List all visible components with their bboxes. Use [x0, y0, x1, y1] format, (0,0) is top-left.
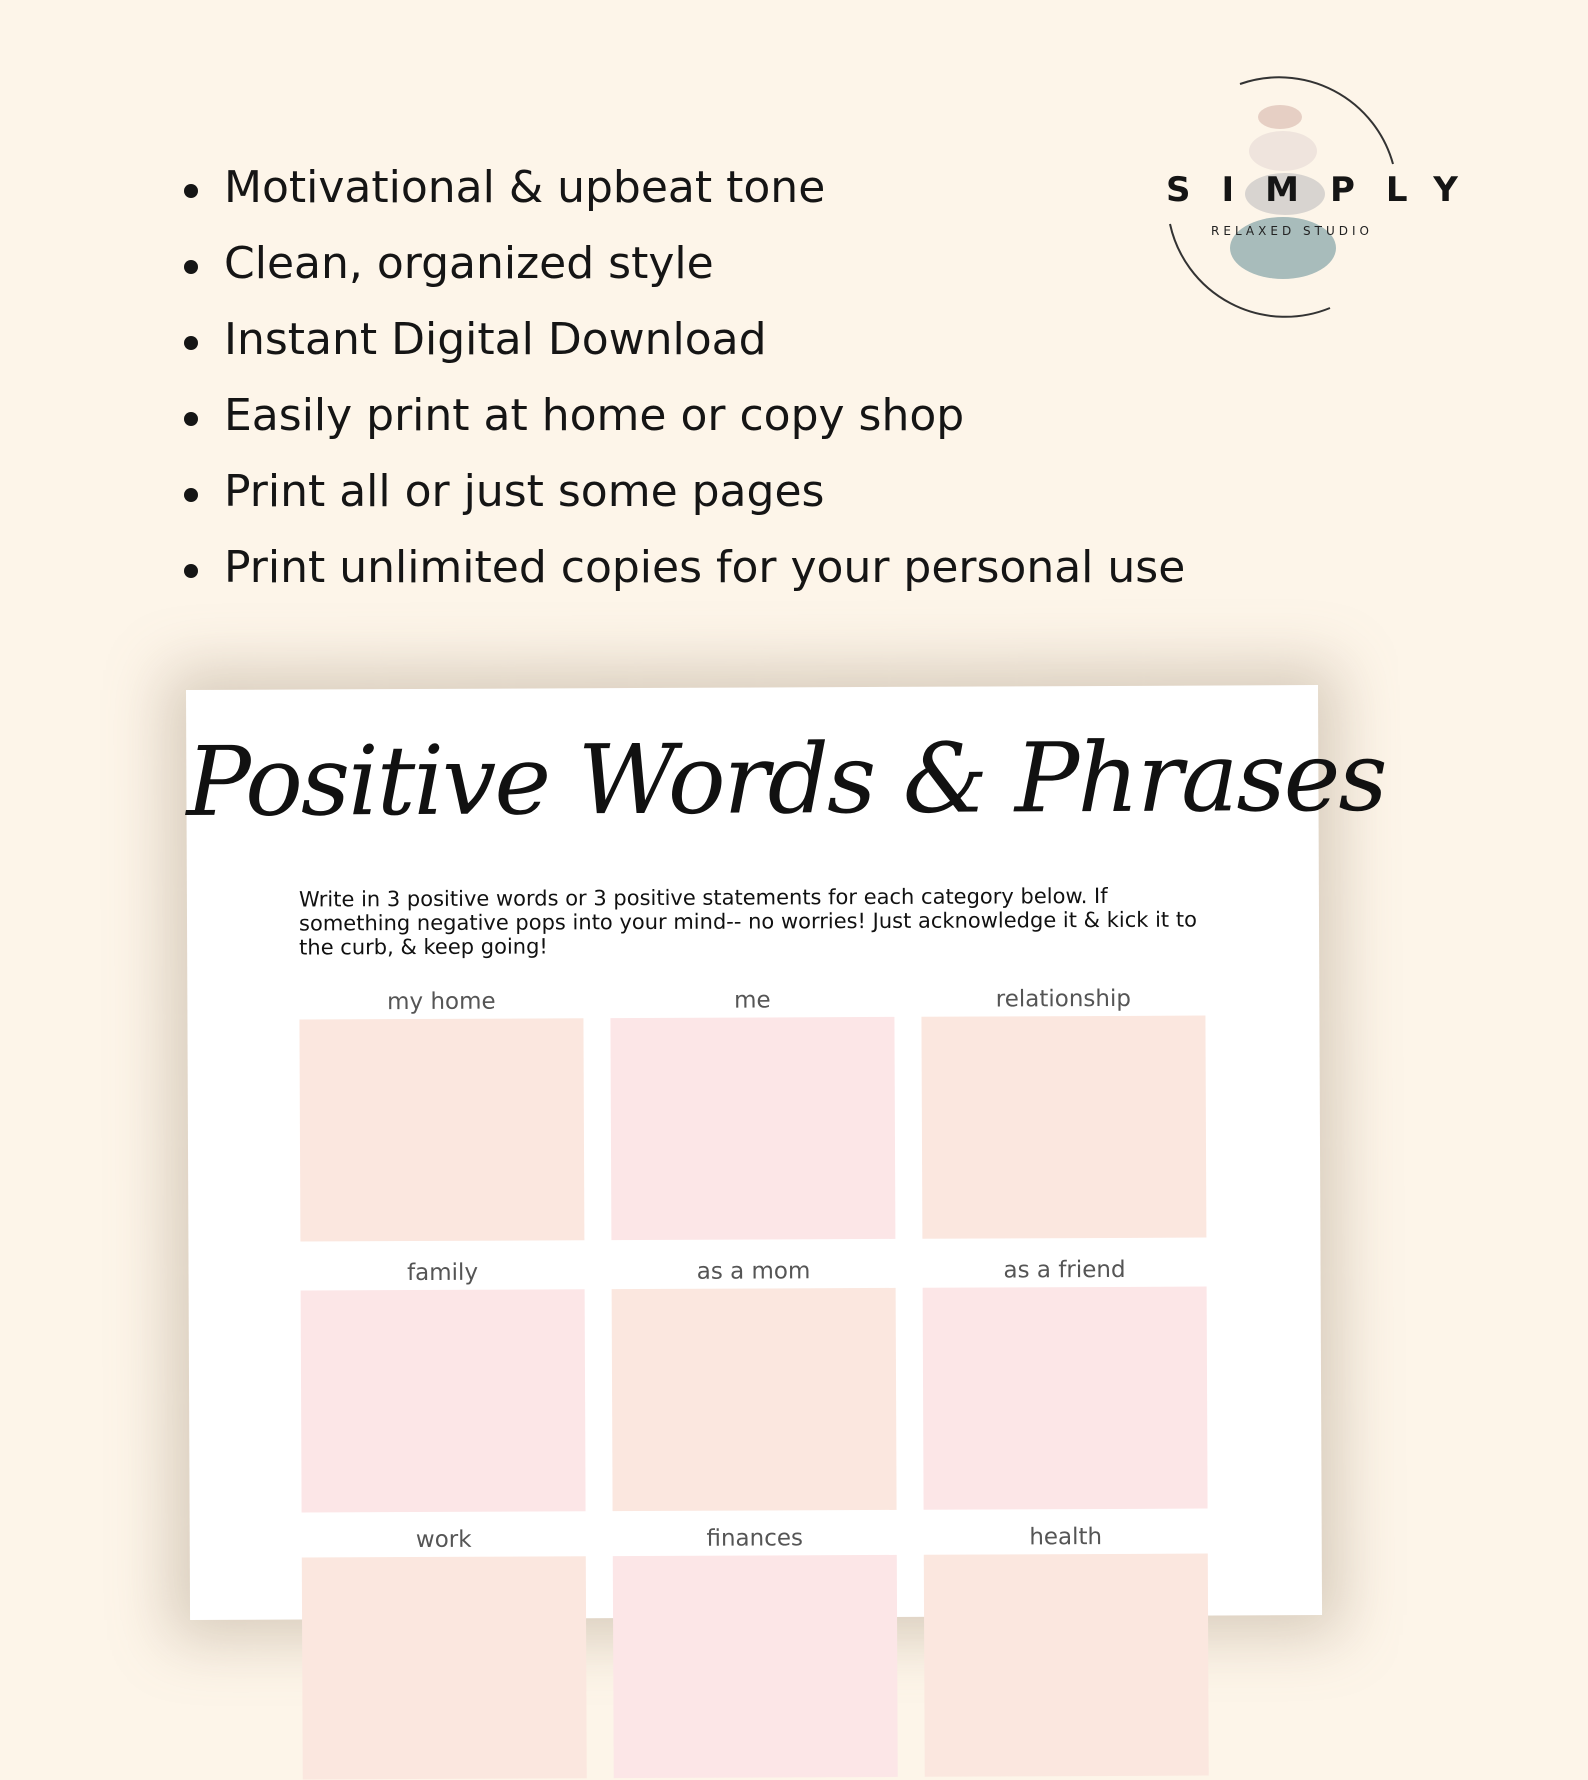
category-box — [610, 1017, 895, 1240]
category-label: relationship — [995, 985, 1132, 1013]
feature-item: Instant Digital Download — [180, 307, 1185, 383]
category-label: as a friend — [1003, 1256, 1126, 1284]
stone-1 — [1258, 105, 1302, 129]
category-box — [921, 1016, 1206, 1239]
category-label: health — [1029, 1524, 1103, 1551]
category-cell — [611, 1254, 896, 1511]
worksheet-instructions: Write in 3 positive words or 3 positive statements for each category below. If something negative pops into your mind-- no worries! Just acknowledge it & kick it to the curb, & keep going! — [298, 883, 1197, 960]
category-box — [612, 1288, 897, 1511]
worksheet-title: Positive Words & Phrases — [186, 720, 1386, 838]
category-cell — [924, 1520, 1209, 1777]
category-box — [924, 1554, 1209, 1777]
category-label: finances — [706, 1525, 804, 1552]
stone-2 — [1249, 131, 1317, 171]
category-box — [301, 1289, 586, 1512]
logo-tagline: RELAXED STUDIO — [1211, 224, 1373, 238]
category-cell — [921, 982, 1206, 1239]
category-cell — [610, 983, 895, 1240]
feature-item: Easily print at home or copy shop — [180, 383, 1185, 459]
category-cell — [302, 1522, 587, 1779]
category-cell — [922, 1253, 1207, 1510]
logo-wordmark: SIMPLY — [1166, 170, 1489, 210]
feature-item: Print all or just some pages — [180, 459, 1185, 535]
category-label: as a mom — [696, 1258, 811, 1285]
feature-item: Motivational & upbeat tone — [180, 155, 1185, 231]
category-label: me — [734, 987, 771, 1014]
category-label: my home — [387, 988, 496, 1016]
category-box — [923, 1287, 1208, 1510]
feature-item: Clean, organized style — [180, 231, 1185, 307]
feature-list — [180, 155, 1185, 611]
category-cell — [300, 1255, 585, 1512]
feature-item: Print unlimited copies for your personal use — [180, 535, 1185, 611]
category-label: work — [415, 1526, 472, 1554]
category-box — [613, 1555, 898, 1778]
category-cell — [613, 1521, 898, 1778]
brand-logo — [1148, 72, 1489, 322]
category-label: family — [406, 1259, 479, 1287]
category-box — [299, 1018, 584, 1241]
worksheet-preview — [186, 685, 1386, 1620]
category-cell — [299, 984, 584, 1241]
category-box — [302, 1556, 587, 1779]
